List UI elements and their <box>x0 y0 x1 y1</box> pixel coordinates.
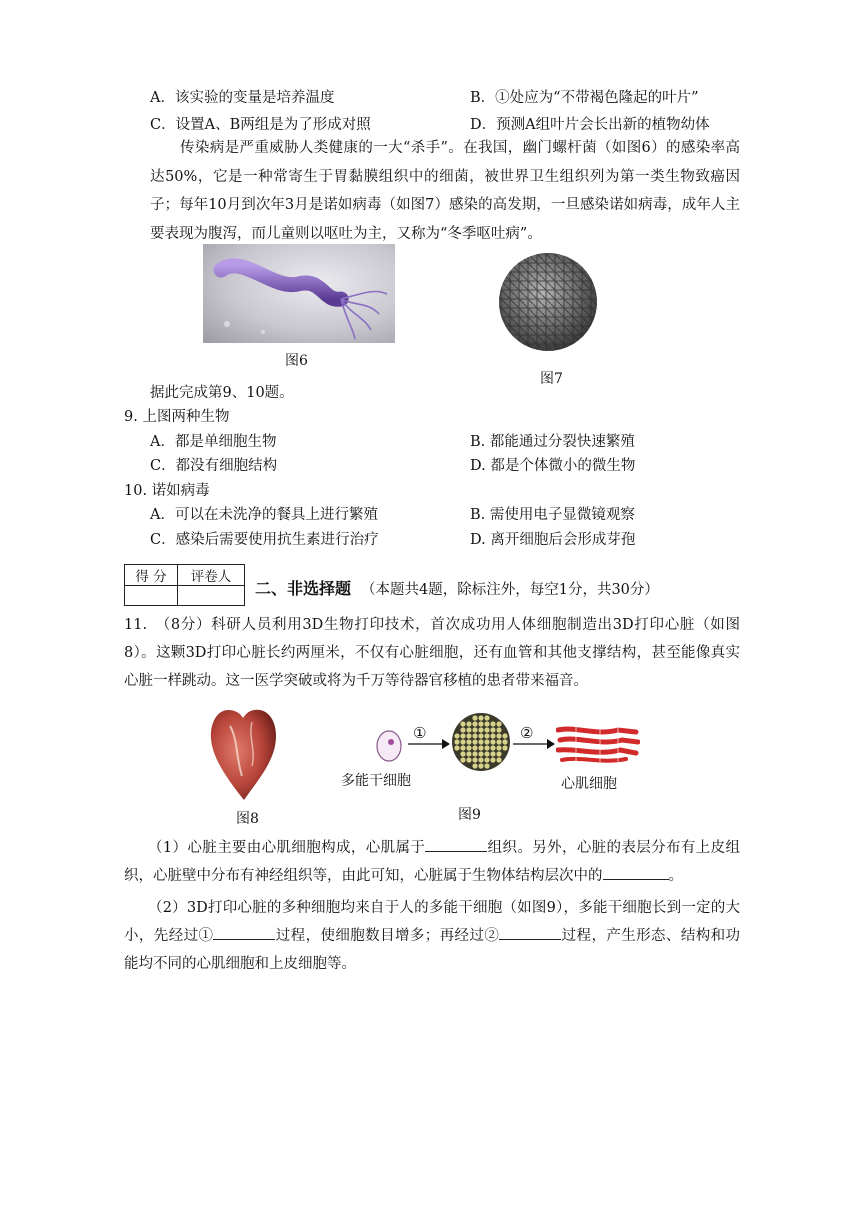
q9-option-a: A．都是单细胞生物 <box>150 434 277 450</box>
q8-option-b: B．①处应为“不带褐色隆起的叶片” <box>470 90 699 106</box>
figure-7-caption: 图7 <box>540 371 563 387</box>
muscle-cell-label: 心肌细胞 <box>561 776 617 792</box>
q11-part-2-text-b: 过程，使细胞数目增多；再经过② <box>275 928 500 944</box>
q9-option-b: B. 都能通过分裂快速繁殖 <box>470 434 635 450</box>
figure-8-heart-image <box>208 706 278 802</box>
stem-cell-icon <box>374 728 404 764</box>
figure-7-virus-image <box>497 250 599 354</box>
score-cell[interactable] <box>125 586 178 606</box>
grader-cell[interactable] <box>178 586 245 606</box>
score-label: 得 分 <box>125 565 178 586</box>
grader-label: 评卷人 <box>178 565 245 586</box>
figure-9-caption: 图9 <box>458 807 481 823</box>
q9-stem: 9. 上图两种生物 <box>124 409 230 425</box>
q8-option-c: C．设置A、B两组是为了形成对照 <box>150 117 371 133</box>
q11-part-1 <box>124 834 740 890</box>
q10-stem: 10. 诺如病毒 <box>124 483 210 499</box>
q9-option-c: C．都没有细胞结构 <box>150 458 278 474</box>
q11-part-1-text-b: 组织。另外，心脏的表层分布有上皮组织，心脏壁中分布有神经组织等，由此可知，心脏属于生物体结构层次中的 <box>124 840 740 884</box>
q11-blank-3[interactable] <box>213 925 275 940</box>
q10-option-d: D. 离开细胞后会形成芽孢 <box>470 532 636 548</box>
q10-option-b: B. 需使用电子显微镜观察 <box>470 507 635 523</box>
cell-cluster-icon <box>451 712 511 772</box>
q11-part-2-text-c: 过程，产生形态、结构和功能均不同的心肌细胞和上皮细胞等。 <box>124 928 741 972</box>
q9-option-d: D. 都是个体微小的微生物 <box>470 458 636 474</box>
step-2-label: ② <box>520 724 534 742</box>
section-2-title: 二、非选择题 <box>255 579 352 598</box>
passage: 传染病是严重威胁人类健康的一大“杀手”。在我国，幽门螺杆菌（如图6）的感染率高达50%，它是一种常寄生于胃黏膜组织中的细菌，被世界卫生组织列为第一类生物致癌因子；每年10月到次年3月是诺如病毒（如图7）感染的高发期，一旦感染诺如病毒，成年人主要表现为腹泻，而儿童则以呕吐为主，又称为“冬季呕吐病”。 <box>150 140 740 242</box>
q10-option-c: C．感染后需要使用抗生素进行治疗 <box>150 532 379 548</box>
q11-part-2 <box>124 894 740 978</box>
figure-6-caption: 图6 <box>285 353 308 369</box>
score-box <box>124 564 245 606</box>
stem-cell-label: 多能干细胞 <box>341 773 411 789</box>
section-2-note: （本题共4题，除标注外，每空1分，共30分） <box>361 582 659 598</box>
q8-option-d: D．预测A组叶片会长出新的植物幼体 <box>470 117 710 133</box>
q11-part-1-text-c: 。 <box>668 868 683 884</box>
q11-blank-4[interactable] <box>499 925 561 940</box>
figure-6-bacterium-image <box>203 244 395 343</box>
q11-part-2-text-a: （2）3D打印心脏的多种细胞均来自于人的多能干细胞（如图9），多能干细胞长到一定的大小，先经过① <box>124 900 740 944</box>
q11-part-1-text-a: （1）心脏主要由心肌细胞构成，心肌属于 <box>148 840 426 856</box>
lead-in: 据此完成第9、10题。 <box>150 385 294 401</box>
arrow-1-icon <box>408 738 450 750</box>
q10-option-a: A．可以在未洗净的餐具上进行繁殖 <box>150 507 378 523</box>
arrow-2-icon <box>513 738 555 750</box>
q11-blank-2[interactable] <box>603 865 669 880</box>
cardiac-muscle-cells-icon <box>556 722 640 766</box>
q11-intro: 11. （8分）科研人员利用3D生物打印技术，首次成功用人体细胞制造出3D打印心脏（如图8）。这颗3D打印心脏长约两厘米，不仅有心脏细胞，还有血管和其他支撑结构，甚至能像真实心脏一样跳动。这一医学突破或将为千万等待器官移植的患者带来福音。 <box>124 617 740 689</box>
q8-option-a: A．该实验的变量是培养温度 <box>150 90 335 106</box>
q11-blank-1[interactable] <box>425 837 487 852</box>
step-1-label: ① <box>413 724 427 742</box>
figure-8-caption: 图8 <box>236 811 259 827</box>
